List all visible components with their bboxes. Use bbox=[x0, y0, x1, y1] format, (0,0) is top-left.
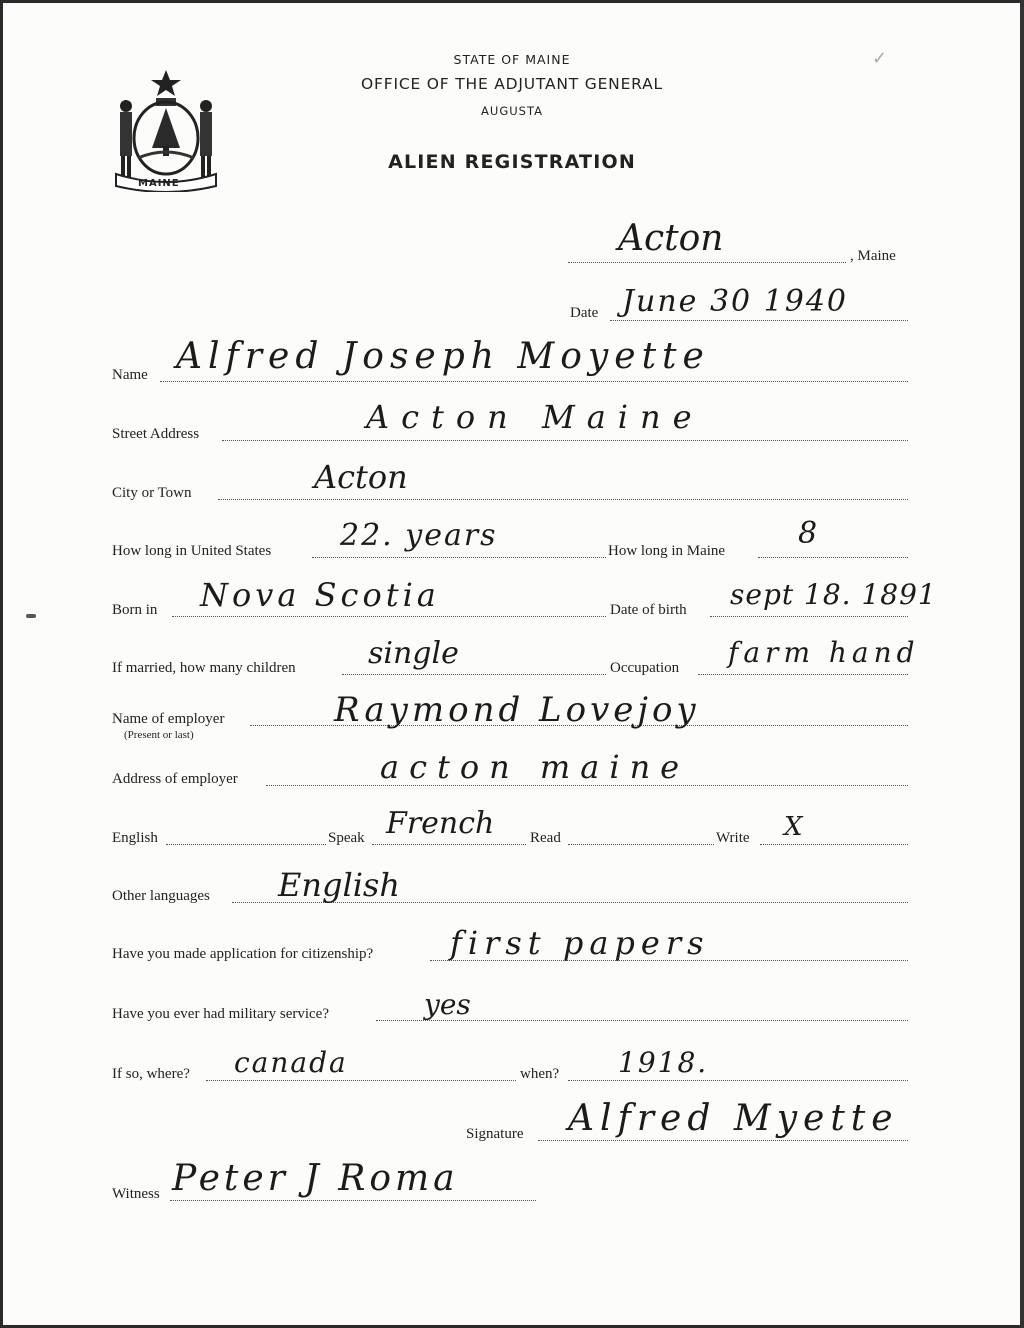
children-value: single bbox=[368, 636, 459, 671]
citizenship-value: first papers bbox=[450, 924, 710, 962]
name-label: Name bbox=[112, 367, 148, 383]
how-long-maine-label: How long in Maine bbox=[608, 543, 726, 559]
city-town-label: City or Town bbox=[112, 485, 192, 501]
english-line bbox=[166, 844, 326, 845]
date-line bbox=[610, 320, 908, 321]
when-line bbox=[568, 1080, 908, 1081]
military-value: yes bbox=[424, 988, 471, 1021]
occupation-line bbox=[698, 674, 908, 675]
when-value: 1918. bbox=[618, 1046, 709, 1079]
date-of-birth-line bbox=[710, 616, 908, 617]
signature-label: Signature bbox=[466, 1126, 524, 1142]
how-long-us-value: 22. years bbox=[340, 518, 498, 553]
witness-value: Peter J Roma bbox=[172, 1158, 459, 1199]
name-value: Alfred Joseph Moyette bbox=[176, 336, 710, 377]
where-value: canada bbox=[234, 1046, 348, 1079]
born-in-line bbox=[172, 616, 606, 617]
form-title: ALIEN REGISTRATION bbox=[388, 151, 636, 173]
born-in-label: Born in bbox=[112, 602, 158, 618]
military-label: Have you ever had military service? bbox=[112, 1006, 329, 1022]
header-city: AUGUSTA bbox=[481, 104, 543, 118]
english-label: English bbox=[112, 830, 158, 846]
date-of-birth-label: Date of birth bbox=[610, 602, 687, 618]
name-line bbox=[160, 381, 908, 382]
when-label: when? bbox=[520, 1066, 560, 1082]
location-suffix: , Maine bbox=[850, 248, 896, 264]
speak-line bbox=[372, 844, 526, 845]
speak-value: French bbox=[386, 806, 495, 841]
location-line bbox=[568, 262, 846, 263]
read-line bbox=[568, 844, 714, 845]
speak-label: Speak bbox=[328, 830, 365, 846]
where-line bbox=[206, 1080, 516, 1081]
witness-line bbox=[170, 1200, 536, 1201]
header-office: OFFICE OF THE ADJUTANT GENERAL bbox=[361, 75, 663, 93]
employer-address-value: acton maine bbox=[380, 748, 690, 786]
write-label: Write bbox=[716, 830, 750, 846]
seal-banner-text: MAINE bbox=[138, 178, 180, 189]
header-state: STATE OF MAINE bbox=[453, 52, 571, 67]
page-edge bbox=[1020, 0, 1024, 1328]
date-value: June 30 1940 bbox=[622, 284, 849, 319]
other-languages-label: Other languages bbox=[112, 888, 210, 904]
employer-sublabel: (Present or last) bbox=[124, 729, 194, 741]
occupation-value: farm hand bbox=[728, 636, 920, 669]
born-in-value: Nova Scotia bbox=[200, 576, 440, 614]
street-address-value: Acton Maine bbox=[366, 398, 704, 436]
date-of-birth-value: sept 18. 1891 bbox=[730, 578, 937, 611]
read-label: Read bbox=[530, 830, 561, 846]
scan-speck bbox=[26, 614, 36, 618]
write-value: X bbox=[784, 812, 803, 842]
how-long-us-line bbox=[312, 557, 606, 558]
employer-address-label: Address of employer bbox=[112, 771, 238, 787]
street-address-line bbox=[222, 440, 908, 441]
signature-line bbox=[538, 1140, 908, 1141]
witness-label: Witness bbox=[112, 1186, 160, 1202]
signature-value: Alfred Myette bbox=[568, 1098, 899, 1139]
citizenship-label: Have you made application for citizenship? bbox=[112, 946, 374, 962]
where-label: If so, where? bbox=[112, 1066, 190, 1082]
occupation-label: Occupation bbox=[610, 660, 680, 676]
children-line bbox=[342, 674, 606, 675]
location-value: Acton bbox=[618, 218, 724, 259]
date-label: Date bbox=[570, 305, 599, 321]
children-label: If married, how many children bbox=[112, 660, 296, 676]
how-long-maine-value: 8 bbox=[798, 516, 818, 551]
other-languages-value: English bbox=[278, 866, 400, 904]
employer-value: Raymond Lovejoy bbox=[334, 690, 700, 730]
write-line bbox=[760, 844, 908, 845]
street-address-label: Street Address bbox=[112, 426, 200, 442]
employer-label: Name of employer bbox=[112, 711, 225, 727]
how-long-maine-line bbox=[758, 557, 908, 558]
check-mark: ✓ bbox=[872, 48, 888, 69]
city-town-line bbox=[218, 499, 908, 500]
how-long-us-label: How long in United States bbox=[112, 543, 272, 559]
city-town-value: Acton bbox=[314, 458, 408, 496]
